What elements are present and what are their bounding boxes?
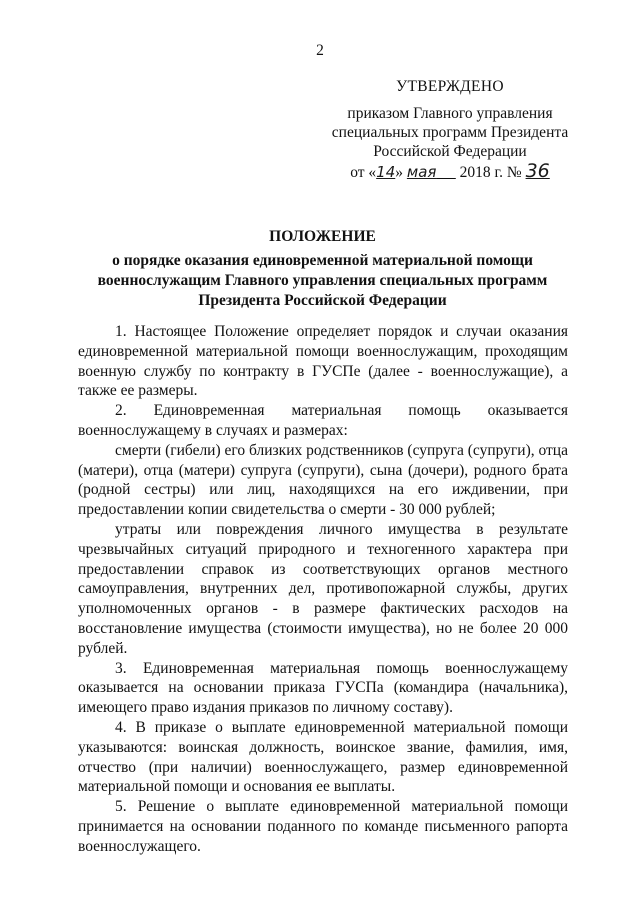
- date-underline: [436, 163, 455, 182]
- paragraph-2-case-death: смерти (гибели) его близких родственников (супруга (супруги), отца (матери), отца (матери) супруга (супруги), сына (дочери), родного брата (родной сестры) или лиц, находящихся на его иждивении, при предоставлении копии свидетельства о смерти - 30 000 рублей;: [78, 441, 568, 519]
- order-number-handwritten: 36: [525, 160, 550, 182]
- document-title: [70, 228, 575, 311]
- approval-date-line: [330, 162, 570, 182]
- approval-block: [330, 77, 570, 182]
- approval-line-1: приказом Главного управления: [347, 105, 553, 122]
- paragraph-5: 5. Решение о выплате единовременной материальной помощи принимается на основании поданного по команде письменного рапорта военнослужащего.: [78, 798, 568, 855]
- date-year: 2018 г. №: [459, 164, 522, 181]
- approval-heading: УТВЕРЖДЕНО: [396, 78, 504, 95]
- date-prefix: от «: [350, 164, 377, 181]
- date-mid: »: [395, 164, 404, 181]
- paragraph-4: 4. В приказе о выплате единовременной материальной помощи указываются: воинская должность, воинское звание, фамилия, имя, отчество (при наличии) военнослужащего, размер единовременной материальной помощи и основания ее выплаты.: [78, 718, 568, 796]
- paragraph-2: 2. Единовременная материальная помощь оказывается военнослужащему в случаях и размерах:: [78, 402, 568, 439]
- date-day-handwritten: 14: [376, 163, 396, 181]
- paragraph-1: 1. Настоящее Положение определяет порядок и случаи оказания единовременной материальной помощи военнослужащим, проходящим военную службу по контракту в ГУСПе (далее - военнослужащие), а также ее размеры.: [78, 323, 568, 400]
- document-body: [78, 322, 568, 857]
- title-subheading: о порядке оказания единовременной материальной помощи военнослужащим Главного управления специальных программ Президента Российской Федерации: [97, 252, 548, 309]
- page-number: 2: [316, 42, 324, 59]
- paragraph-2-case-property: утраты или повреждения личного имущества в результате чрезвычайных ситуаций природного и техногенного характера при предоставлении справок из соответствующих органов местного самоуправления, внутренних дел, противопожарной службы, других уполномоченных органов - в размере фактических расходов на восстановление имущества (стоимости имущества), но не более 20 000 рублей.: [78, 520, 568, 657]
- date-month-handwritten: мая: [406, 163, 437, 181]
- paragraph-3: 3. Единовременная материальная помощь военнослужащему оказывается на основании приказа ГУСПа (командира (начальника), имеющего право издания приказов по личному составу).: [78, 659, 568, 717]
- title-heading: ПОЛОЖЕНИЕ: [269, 228, 376, 245]
- approval-line-3: Российской Федерации: [373, 143, 527, 160]
- approval-line-2: специальных программ Президента: [331, 124, 569, 141]
